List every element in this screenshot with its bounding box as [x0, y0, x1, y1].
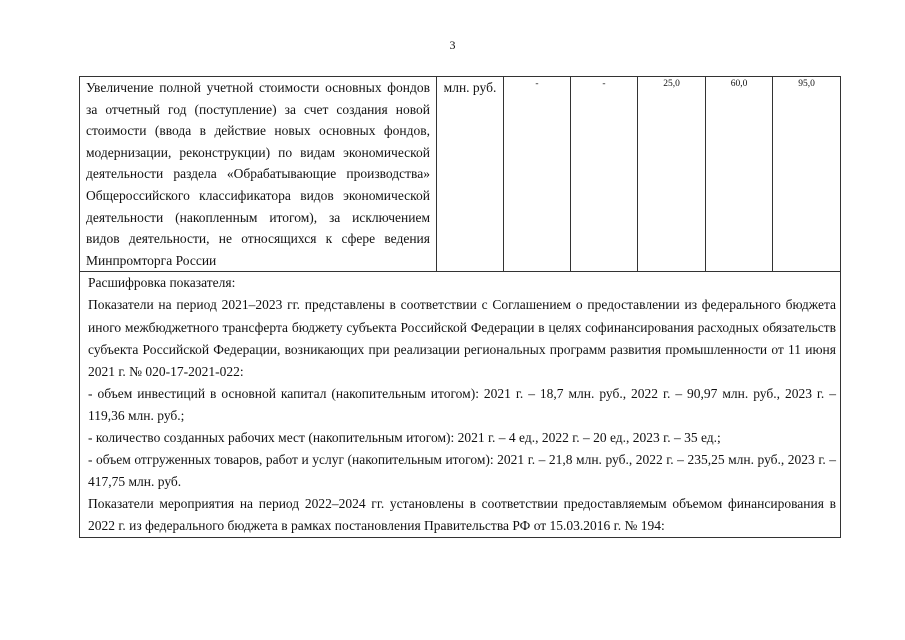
decoding-cell: [80, 272, 841, 538]
indicator-row: [80, 77, 841, 272]
decoding-list-item: - объем отгруженных товаров, работ и услуг (накопительным итогом): 2021 г. – 21,8 млн. руб., 2022 г. – 235,25 млн. руб., 2023 г. – 417,75 млн. руб.: [88, 452, 836, 490]
indicator-name: Увеличение полной учетной стоимости основных фондов за отчетный год (поступление) за счет создания новой стоимости (ввода в действие новых основных фондов, модернизации, реконструкции) по видам экономической деятельности раздела «Обрабатывающие производства» Общероссийского классификатора видов экономической деятельности (накопленным итогом), за исключением видов деятельности, не относящихся к сфере ведения Минпромторга России: [80, 77, 437, 272]
decoding-paragraph: Показатели мероприятия на период 2022–2024 гг. установлены в соответствии предоставляемым объемом финансирования в 2022 г. из федерального бюджета в рамках постановления Правительства РФ от 15.03.2016 г. № 194:: [88, 496, 836, 534]
decoding-list-item: - объем инвестиций в основной капитал (накопительным итогом): 2021 г. – 18,7 млн. руб., 2022 г. – 90,97 млн. руб., 2023 г. – 119,36 млн. руб.;: [88, 385, 836, 423]
page-number: 3: [449, 38, 456, 52]
value-cell: 60,0: [706, 77, 773, 272]
indicator-table: [79, 76, 841, 538]
indicator-unit: млн. руб.: [437, 77, 504, 272]
value-cell: 25,0: [638, 77, 706, 272]
decoding-heading: Расшифровка показателя:: [88, 275, 236, 291]
decoding-row: [80, 272, 841, 538]
decoding-list-item: - количество созданных рабочих мест (накопительным итогом): 2021 г. – 4 ед., 2022 г. – 20 ед., 2023 г. – 35 ед.;: [88, 430, 721, 445]
value-cell: 95,0: [773, 77, 841, 272]
decoding-paragraph: Показатели на период 2021–2023 гг. представлены в соответствии с Соглашением о предоставлении из федерального бюджета иного межбюджетного трансферта бюджету субъекта Российской Федерации в целях софинансирования расходных обязательств субъекта Российской Федерации, возникающих при реализации региональных программ развития промышленности от 11 июня 2021 г. № 020-17-2021-022:: [88, 297, 836, 379]
value-cell: -: [571, 77, 638, 272]
value-cell: -: [504, 77, 571, 272]
